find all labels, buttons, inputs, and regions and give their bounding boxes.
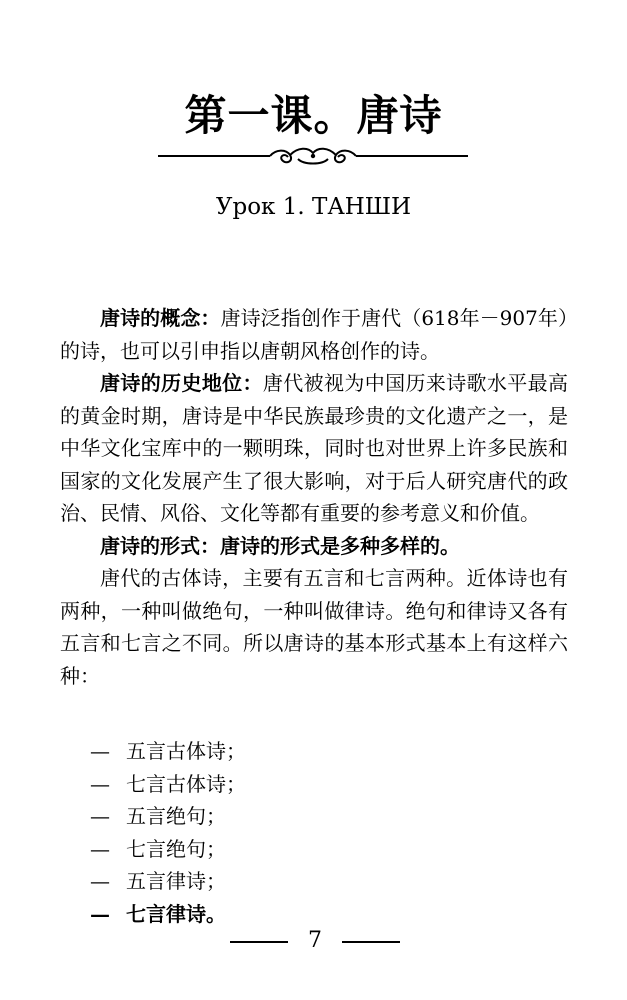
paragraph-text: 唐代被视为中国历来诗歌水平最高的黄金时期，唐诗是中华民族最珍贵的文化遗产之一，是中华文化宝库中的一颗明珠，同时也对世界上许多民族和国家的文化发展产生了很大影响，对于后人研究唐代的政治、民情、风俗、文化等都有重要的参考意义和价值。	[60, 371, 569, 525]
list-dash: —	[90, 901, 110, 926]
paragraph-text: 唐诗的形式是多种多样的。	[220, 533, 460, 558]
list-item-text: 五言古体诗；	[126, 739, 246, 763]
footer-rule-right	[342, 941, 400, 943]
paragraph-form	[60, 530, 568, 563]
list-item	[90, 768, 490, 801]
list-dash: —	[90, 804, 110, 828]
page-title: 第一课。唐诗	[184, 91, 443, 140]
page-number-footer	[230, 926, 400, 956]
body-text	[60, 302, 568, 692]
list-dash: —	[90, 739, 110, 763]
paragraph-label: 唐诗的概念：	[100, 306, 221, 330]
paragraph-label: 唐诗的形式：	[100, 533, 220, 558]
paragraph-text: 唐诗泛指创作于唐代（618年－907年）的诗，也可以引申指以唐朝风格创作的诗。	[60, 306, 568, 363]
paragraph-label: 唐诗的历史地位：	[100, 371, 263, 395]
list-item	[90, 833, 490, 866]
list-item	[90, 800, 490, 833]
list-item-text: 七言律诗。	[126, 901, 226, 926]
paragraph-history	[60, 367, 568, 530]
list-item-text: 五言绝句；	[126, 804, 226, 828]
list-item-text: 七言古体诗；	[126, 771, 246, 796]
poem-forms-list	[90, 735, 490, 930]
list-dash: —	[90, 836, 110, 861]
list-dash: —	[90, 869, 110, 893]
paragraph-types	[60, 562, 568, 692]
list-item-text: 七言绝句；	[126, 836, 226, 861]
list-dash: —	[90, 771, 110, 796]
page-number: 7	[308, 928, 322, 953]
list-item	[90, 735, 490, 768]
list-item-text: 五言律诗；	[126, 869, 226, 893]
paragraph-text: 唐代的古体诗，主要有五言和七言两种。近体诗也有两种，一种叫做绝句，一种叫做律诗。绝句和律诗又各有五言和七言之不同。所以唐诗的基本形式基本上有这样六种：	[60, 566, 568, 688]
ornament-divider-icon	[158, 143, 468, 169]
list-item	[90, 865, 490, 898]
page-subtitle: Урок 1. ТАНШИ	[215, 194, 412, 220]
paragraph-concept	[60, 302, 568, 367]
